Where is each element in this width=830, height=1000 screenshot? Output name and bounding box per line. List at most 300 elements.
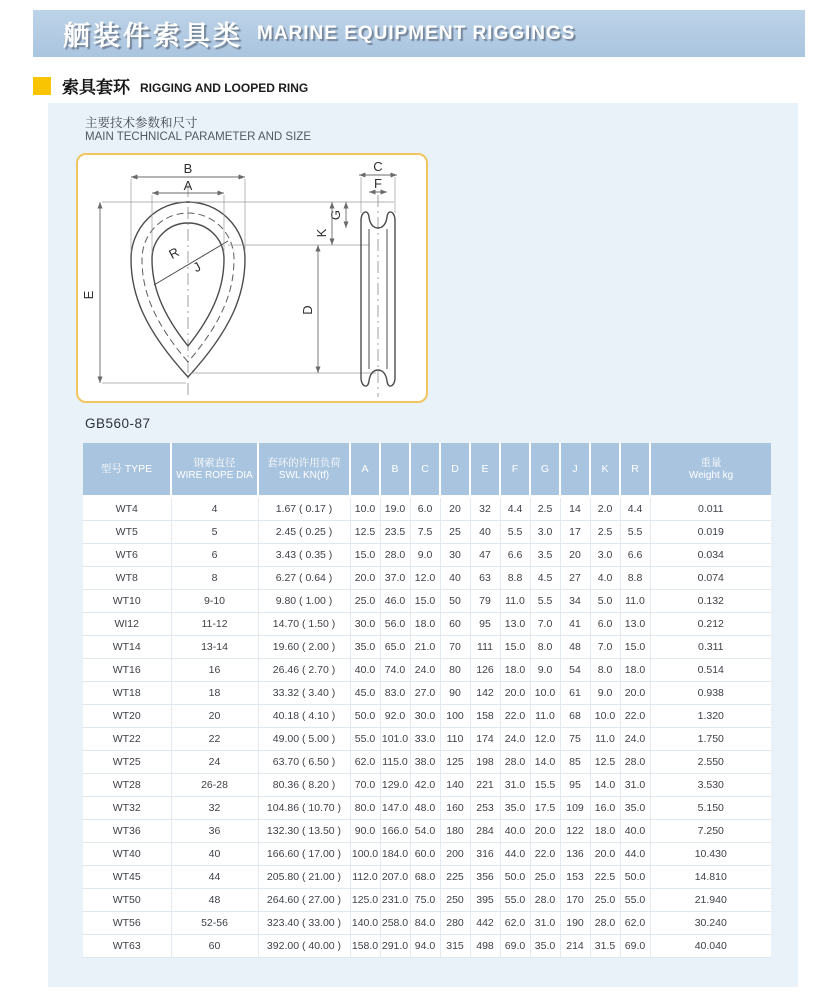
table-cell: 15.5 — [530, 774, 560, 797]
table-cell: WT16 — [83, 659, 171, 682]
table-cell: 9-10 — [171, 590, 258, 613]
front-view — [81, 161, 245, 395]
table-row — [83, 728, 771, 751]
table-cell: WT4 — [83, 497, 171, 521]
table-cell: 22.5 — [590, 866, 620, 889]
table-cell: 250 — [440, 889, 470, 912]
table-cell: 9.0 — [410, 544, 440, 567]
table-cell: 166.60 ( 17.00 ) — [258, 843, 350, 866]
table-cell: 112.0 — [350, 866, 380, 889]
table-cell: 14.0 — [530, 751, 560, 774]
table-cell: 33.32 ( 3.40 ) — [258, 682, 350, 705]
table-cell: 62.0 — [350, 751, 380, 774]
table-cell: 40.040 — [650, 935, 771, 958]
table-cell: 3.5 — [530, 544, 560, 567]
table-cell: WT22 — [83, 728, 171, 751]
column-header: D — [440, 443, 470, 497]
table-row — [83, 912, 771, 935]
table-cell: 3.0 — [530, 521, 560, 544]
table-cell: 79 — [470, 590, 500, 613]
table-cell: 200 — [440, 843, 470, 866]
table-row — [83, 521, 771, 544]
table-cell: 4.4 — [500, 497, 530, 521]
table-cell: 3.43 ( 0.35 ) — [258, 544, 350, 567]
table-cell: 158 — [470, 705, 500, 728]
table-cell: 3.530 — [650, 774, 771, 797]
section-title-zh: 索具套环 — [62, 78, 130, 97]
table-cell: 15.0 — [620, 636, 650, 659]
table-cell: 94.0 — [410, 935, 440, 958]
table-cell: 49.00 ( 5.00 ) — [258, 728, 350, 751]
table-cell: 20.0 — [590, 843, 620, 866]
table-cell: WT10 — [83, 590, 171, 613]
table-cell: 129.0 — [380, 774, 410, 797]
table-cell: 13.0 — [620, 613, 650, 636]
table-cell: 56.0 — [380, 613, 410, 636]
table-cell: WT40 — [83, 843, 171, 866]
table-cell: 110 — [440, 728, 470, 751]
table-cell: 258.0 — [380, 912, 410, 935]
table-cell: 231.0 — [380, 889, 410, 912]
table-row — [83, 774, 771, 797]
banner-title-en: MARINE EQUIPMENT RIGGINGS — [257, 22, 576, 44]
table-cell: 6.27 ( 0.64 ) — [258, 567, 350, 590]
table-cell: 0.011 — [650, 497, 771, 521]
table-cell: 50.0 — [350, 705, 380, 728]
table-row — [83, 636, 771, 659]
table-cell: 85 — [560, 751, 590, 774]
table-cell: 31.0 — [530, 912, 560, 935]
dim-label-r: R — [166, 244, 182, 262]
table-cell: 122 — [560, 820, 590, 843]
table-cell: 7.0 — [530, 613, 560, 636]
table-cell: 40.18 ( 4.10 ) — [258, 705, 350, 728]
table-cell: 31.0 — [500, 774, 530, 797]
table-cell: 63.70 ( 6.50 ) — [258, 751, 350, 774]
dim-label-b: B — [183, 161, 193, 176]
table-cell: 6.0 — [590, 613, 620, 636]
table-cell: 26.46 ( 2.70 ) — [258, 659, 350, 682]
banner-title-zh: 舾装件索具类 — [63, 21, 243, 51]
table-cell: 70 — [440, 636, 470, 659]
table-cell: WT63 — [83, 935, 171, 958]
table-cell: 5.5 — [530, 590, 560, 613]
table-cell: 125.0 — [350, 889, 380, 912]
table-cell: 6.0 — [410, 497, 440, 521]
table-cell: 54 — [560, 659, 590, 682]
table-cell: WT28 — [83, 774, 171, 797]
section-header — [33, 73, 308, 98]
table-cell: 198 — [470, 751, 500, 774]
table-cell: 166.0 — [380, 820, 410, 843]
table-cell: 20.0 — [350, 567, 380, 590]
table-cell: 18 — [171, 682, 258, 705]
table-cell: 40.0 — [500, 820, 530, 843]
table-cell: 2.0 — [590, 497, 620, 521]
table-cell: 21.0 — [410, 636, 440, 659]
table-cell: 14.810 — [650, 866, 771, 889]
table-cell: 132.30 ( 13.50 ) — [258, 820, 350, 843]
table-cell: 80.36 ( 8.20 ) — [258, 774, 350, 797]
table-cell: 5.5 — [620, 521, 650, 544]
dim-label-f: F — [374, 176, 382, 191]
table-cell: 37.0 — [380, 567, 410, 590]
table-cell: 3.0 — [590, 544, 620, 567]
table-cell: 24.0 — [410, 659, 440, 682]
table-row — [83, 613, 771, 636]
table-cell: 92.0 — [380, 705, 410, 728]
table-cell: 50 — [440, 590, 470, 613]
table-cell: 35.0 — [500, 797, 530, 820]
table-cell: 54.0 — [410, 820, 440, 843]
table-cell: 12.5 — [350, 521, 380, 544]
table-cell: WT50 — [83, 889, 171, 912]
table-cell: 140.0 — [350, 912, 380, 935]
table-cell: 35.0 — [620, 797, 650, 820]
dim-label-k: K — [314, 228, 329, 238]
table-cell: 28.0 — [380, 544, 410, 567]
table-cell: WT18 — [83, 682, 171, 705]
table-cell: 10.0 — [350, 497, 380, 521]
table-cell: 21.940 — [650, 889, 771, 912]
table-cell: WT20 — [83, 705, 171, 728]
table-cell: 4.4 — [620, 497, 650, 521]
column-header: C — [410, 443, 440, 497]
table-cell: 11.0 — [530, 705, 560, 728]
table-cell: 225 — [440, 866, 470, 889]
table-cell: 22.0 — [500, 705, 530, 728]
table-cell: 111 — [470, 636, 500, 659]
table-cell: 10.0 — [530, 682, 560, 705]
table-cell: 80 — [440, 659, 470, 682]
table-cell: 27 — [560, 567, 590, 590]
table-cell: 90.0 — [350, 820, 380, 843]
table-cell: 74.0 — [380, 659, 410, 682]
table-cell: 38.0 — [410, 751, 440, 774]
table-cell: 22 — [171, 728, 258, 751]
table-cell: 0.311 — [650, 636, 771, 659]
table-cell: 11.0 — [500, 590, 530, 613]
table-cell: 40.0 — [350, 659, 380, 682]
table-cell: 28.0 — [530, 889, 560, 912]
table-cell: 55.0 — [500, 889, 530, 912]
table-cell: 2.45 ( 0.25 ) — [258, 521, 350, 544]
table-cell: 14.70 ( 1.50 ) — [258, 613, 350, 636]
table-cell: 75.0 — [410, 889, 440, 912]
table-row — [83, 705, 771, 728]
table-cell: 48 — [171, 889, 258, 912]
table-cell: 25 — [440, 521, 470, 544]
table-cell: 4.0 — [590, 567, 620, 590]
table-cell: 100 — [440, 705, 470, 728]
table-cell: 5.5 — [500, 521, 530, 544]
table-cell: 9.80 ( 1.00 ) — [258, 590, 350, 613]
table-cell: 5 — [171, 521, 258, 544]
table-cell: 1.320 — [650, 705, 771, 728]
table-cell: WT25 — [83, 751, 171, 774]
table-cell: 46.0 — [380, 590, 410, 613]
table-cell: 280 — [440, 912, 470, 935]
table-row — [83, 544, 771, 567]
table-cell: 44.0 — [620, 843, 650, 866]
table-cell: 6 — [171, 544, 258, 567]
table-cell: 115.0 — [380, 751, 410, 774]
table-cell: 40 — [440, 567, 470, 590]
table-cell: 136 — [560, 843, 590, 866]
table-cell: 0.034 — [650, 544, 771, 567]
table-cell: 31.0 — [620, 774, 650, 797]
table-cell: 8.0 — [530, 636, 560, 659]
table-cell: 4 — [171, 497, 258, 521]
table-cell: 68.0 — [410, 866, 440, 889]
table-cell: 45.0 — [350, 682, 380, 705]
table-cell: 5.0 — [590, 590, 620, 613]
table-cell: 125 — [440, 751, 470, 774]
table-cell: 315 — [440, 935, 470, 958]
table-cell: 60 — [171, 935, 258, 958]
table-cell: 65.0 — [380, 636, 410, 659]
table-cell: 207.0 — [380, 866, 410, 889]
technical-drawing — [76, 153, 428, 403]
dim-label-d: D — [300, 305, 315, 315]
table-cell: 20 — [171, 705, 258, 728]
table-cell: 9.0 — [590, 682, 620, 705]
dim-label-e: E — [81, 290, 96, 300]
table-cell: 61 — [560, 682, 590, 705]
table-cell: 32 — [171, 797, 258, 820]
table-cell: 126 — [470, 659, 500, 682]
table-cell: 95 — [560, 774, 590, 797]
table-cell: 140 — [440, 774, 470, 797]
table-cell: 20 — [560, 544, 590, 567]
table-cell: 14.0 — [590, 774, 620, 797]
dim-label-g: G — [328, 209, 343, 221]
header-row — [83, 443, 771, 497]
table-row — [83, 682, 771, 705]
table-cell: 28.0 — [590, 912, 620, 935]
column-header: B — [380, 443, 410, 497]
table-cell: 8.8 — [620, 567, 650, 590]
table-cell: 25.0 — [350, 590, 380, 613]
table-cell: 50.0 — [500, 866, 530, 889]
table-cell: 442 — [470, 912, 500, 935]
table-row — [83, 820, 771, 843]
table-cell: 10.430 — [650, 843, 771, 866]
table-cell: 395 — [470, 889, 500, 912]
table-cell: 19.0 — [380, 497, 410, 521]
table-cell: 2.550 — [650, 751, 771, 774]
table-cell: 23.5 — [380, 521, 410, 544]
table-cell: 30 — [440, 544, 470, 567]
table-cell: 11.0 — [620, 590, 650, 613]
table-cell: 12.0 — [530, 728, 560, 751]
table-cell: 9.0 — [530, 659, 560, 682]
table-cell: 0.019 — [650, 521, 771, 544]
table-cell: 221 — [470, 774, 500, 797]
table-cell: 8.8 — [500, 567, 530, 590]
table-cell: 48 — [560, 636, 590, 659]
column-header: 套环的许用负荷 SWL KN(tf) — [258, 443, 350, 497]
table-cell: 4.5 — [530, 567, 560, 590]
table-cell: 20 — [440, 497, 470, 521]
table-cell: 19.60 ( 2.00 ) — [258, 636, 350, 659]
table-cell: WT56 — [83, 912, 171, 935]
table-cell: 69.0 — [500, 935, 530, 958]
table-cell: 35.0 — [350, 636, 380, 659]
table-cell: 15.0 — [500, 636, 530, 659]
table-cell: 62.0 — [500, 912, 530, 935]
table-cell: 20.0 — [500, 682, 530, 705]
table-cell: WT6 — [83, 544, 171, 567]
table-cell: 13-14 — [171, 636, 258, 659]
table-row — [83, 590, 771, 613]
table-cell: 6.6 — [620, 544, 650, 567]
column-header: R — [620, 443, 650, 497]
standard-code: GB560-87 — [85, 416, 151, 431]
table-cell: 50.0 — [620, 866, 650, 889]
table-cell: 90 — [440, 682, 470, 705]
table-cell: 11.0 — [590, 728, 620, 751]
page-banner — [33, 10, 805, 57]
section-title-en: RIGGING AND LOOPED RING — [140, 80, 309, 95]
table-cell: 190 — [560, 912, 590, 935]
table-cell: 35.0 — [530, 935, 560, 958]
table-row — [83, 889, 771, 912]
subtitle-zh: 主要技术参数和尺寸 — [85, 116, 198, 130]
table-cell: 17 — [560, 521, 590, 544]
table-cell: 32 — [470, 497, 500, 521]
table-cell: 41 — [560, 613, 590, 636]
table-cell: 84.0 — [410, 912, 440, 935]
table-cell: 0.938 — [650, 682, 771, 705]
table-cell: 0.074 — [650, 567, 771, 590]
table-cell: 40.0 — [620, 820, 650, 843]
table-cell: 153 — [560, 866, 590, 889]
dim-label-j: J — [190, 258, 204, 276]
table-cell: 16 — [171, 659, 258, 682]
column-header: 型号 TYPE — [83, 443, 171, 497]
table-cell: 55.0 — [350, 728, 380, 751]
side-view — [190, 159, 397, 397]
table-cell: 34 — [560, 590, 590, 613]
table-cell: 12.0 — [410, 567, 440, 590]
table-cell: 17.5 — [530, 797, 560, 820]
table-cell: 26-28 — [171, 774, 258, 797]
table-cell: 30.0 — [410, 705, 440, 728]
table-cell: 60 — [440, 613, 470, 636]
table-cell: 160 — [440, 797, 470, 820]
table-cell: 62.0 — [620, 912, 650, 935]
column-header: A — [350, 443, 380, 497]
table-cell: 158.0 — [350, 935, 380, 958]
table-cell: 253 — [470, 797, 500, 820]
table-cell: 15.0 — [410, 590, 440, 613]
table-cell: 11-12 — [171, 613, 258, 636]
table-cell: 18.0 — [410, 613, 440, 636]
table-cell: 95 — [470, 613, 500, 636]
table-cell: 18.0 — [620, 659, 650, 682]
column-header: E — [470, 443, 500, 497]
table-row — [83, 659, 771, 682]
table-cell: 28.0 — [500, 751, 530, 774]
table-row — [83, 751, 771, 774]
table-cell: 13.0 — [500, 613, 530, 636]
table-cell: 264.60 ( 27.00 ) — [258, 889, 350, 912]
table-cell: 24 — [171, 751, 258, 774]
table-cell: 6.6 — [500, 544, 530, 567]
table-cell: 8 — [171, 567, 258, 590]
table-cell: 1.67 ( 0.17 ) — [258, 497, 350, 521]
table-cell: WT32 — [83, 797, 171, 820]
table-cell: 14 — [560, 497, 590, 521]
table-row — [83, 935, 771, 958]
table-cell: 323.40 ( 33.00 ) — [258, 912, 350, 935]
yellow-bullet-icon — [33, 77, 51, 95]
table-cell: 2.5 — [530, 497, 560, 521]
table-cell: 7.5 — [410, 521, 440, 544]
table-row — [83, 866, 771, 889]
table-cell: 16.0 — [590, 797, 620, 820]
table-cell: 0.212 — [650, 613, 771, 636]
table-cell: WT8 — [83, 567, 171, 590]
column-header: J — [560, 443, 590, 497]
table-cell: 60.0 — [410, 843, 440, 866]
table-cell: 147.0 — [380, 797, 410, 820]
table-cell: 30.240 — [650, 912, 771, 935]
table-cell: 392.00 ( 40.00 ) — [258, 935, 350, 958]
table-cell: WT5 — [83, 521, 171, 544]
table-cell: 75 — [560, 728, 590, 751]
table-cell: 101.0 — [380, 728, 410, 751]
table-cell: 284 — [470, 820, 500, 843]
table-cell: 12.5 — [590, 751, 620, 774]
table-cell: WT45 — [83, 866, 171, 889]
dim-label-c: C — [373, 159, 383, 174]
table-cell: 18.0 — [500, 659, 530, 682]
table-cell: 174 — [470, 728, 500, 751]
column-header: 重量 Weight kg — [650, 443, 771, 497]
table-cell: 40 — [171, 843, 258, 866]
table-cell: 22.0 — [530, 843, 560, 866]
table-cell: 47 — [470, 544, 500, 567]
table-cell: 104.86 ( 10.70 ) — [258, 797, 350, 820]
table-cell: WT36 — [83, 820, 171, 843]
table-cell: 27.0 — [410, 682, 440, 705]
table-cell: 25.0 — [530, 866, 560, 889]
table-cell: 18.0 — [590, 820, 620, 843]
column-header: 钢索直径 WIRE ROPE DIA — [171, 443, 258, 497]
table-cell: 48.0 — [410, 797, 440, 820]
table-cell: 2.5 — [590, 521, 620, 544]
table-cell: 7.250 — [650, 820, 771, 843]
table-cell: 52-56 — [171, 912, 258, 935]
table-cell: 180 — [440, 820, 470, 843]
table-cell: 170 — [560, 889, 590, 912]
table-cell: 31.5 — [590, 935, 620, 958]
thimble-drawing-svg — [78, 155, 426, 401]
table-cell: 0.132 — [650, 590, 771, 613]
table-cell: 5.150 — [650, 797, 771, 820]
table-cell: 356 — [470, 866, 500, 889]
table-cell: 30.0 — [350, 613, 380, 636]
table-cell: 40 — [470, 521, 500, 544]
table-cell: 10.0 — [590, 705, 620, 728]
table-cell: 100.0 — [350, 843, 380, 866]
table-cell: 68 — [560, 705, 590, 728]
subtitle-en: MAIN TECHNICAL PARAMETER AND SIZE — [85, 131, 311, 143]
table-cell: 214 — [560, 935, 590, 958]
table-cell: 70.0 — [350, 774, 380, 797]
